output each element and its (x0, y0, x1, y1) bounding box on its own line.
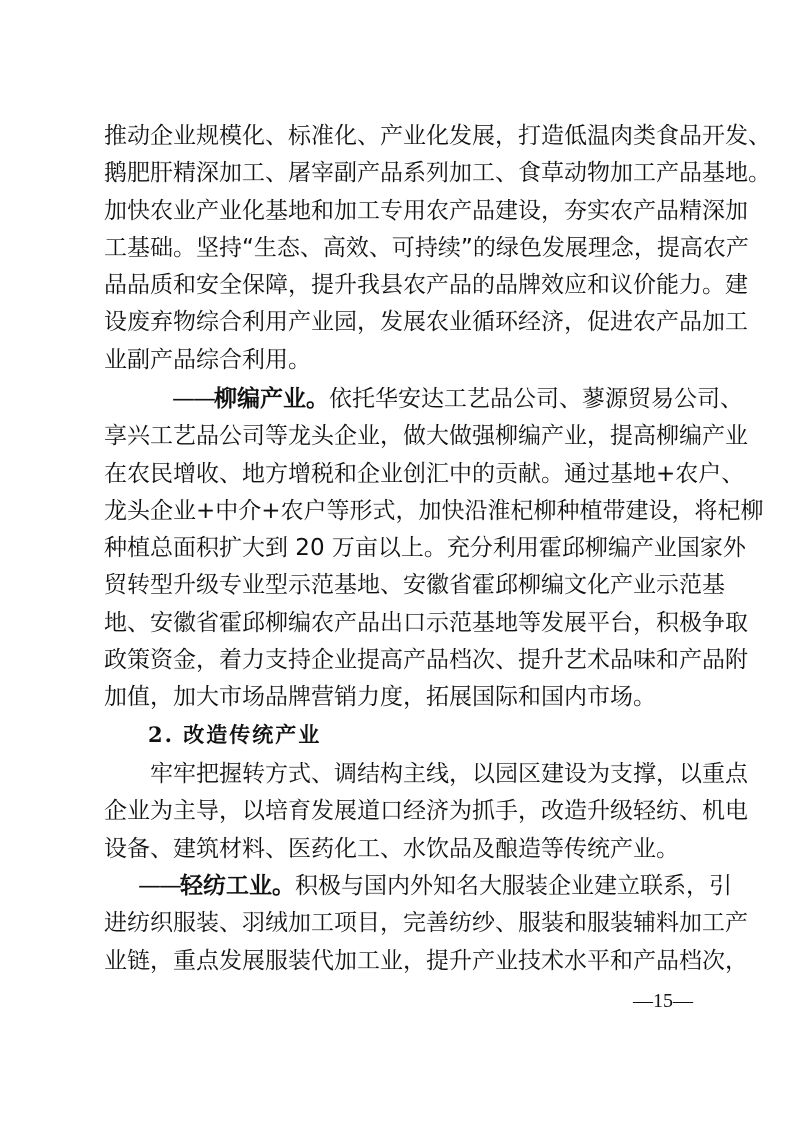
page-number: —15— (633, 990, 693, 1012)
text-line: 企业为主导，以培育发展道口经济为抓手，改造升级轻纺、机电 (104, 798, 748, 825)
section-heading: 2. 改造传统产业 (148, 722, 322, 747)
text-line: 品品质和安全保障，提升我县农产品的品牌效应和议价能力。建 (104, 272, 748, 299)
text-line: 龙头企业+中介+农户等形式，加快沿淮杞柳种植带建设，将杞柳 (104, 497, 764, 524)
text-line: 加快农业产业化基地和加工专用农产品建设，夯实农产品精深加 (104, 197, 748, 224)
paragraph-willow-weaving (104, 381, 764, 717)
text-run: 积极与国内外知名大服装企业建立联系，引 (295, 873, 732, 899)
section-title-willow: 柳编产业。 (214, 386, 329, 412)
text-line: 鹅肥肝精深加工、屠宰副产品系列加工、食草动物加工产品基地。 (104, 160, 771, 187)
text-line: 牢牢把握转方式、调结构主线，以园区建设为支撑，以重点 (150, 761, 748, 787)
text-line: 设备、建筑材料、医药化工、水饮品及酿造等传统产业。 (104, 835, 679, 862)
text-line: 设废弃物综合利用产业园，发展农业循环经济，促进农产品加工 (104, 309, 748, 336)
paragraph-agri-processing (104, 118, 771, 379)
text-line: 政策资金，着力支持企业提高产品档次、提升艺术品味和产品附 (104, 647, 748, 674)
text-line: 工基础。坚持“生态、高效、可持续”的绿色发展理念，提高农产 (104, 234, 749, 261)
em-dash: —— (138, 873, 180, 899)
text-line: 地、安徽省霍邱柳编农产品出口示范基地等发展平台，积极争取 (104, 609, 748, 636)
text-line: 加值，加大市场品牌营销力度，拓展国际和国内市场。 (104, 684, 656, 711)
text-line: 在农民增收、地方增税和企业创汇中的贡献。通过基地+农户、 (104, 460, 745, 487)
text-line: 贸转型升级专业型示范基地、安徽省霍邱柳编文化产业示范基 (104, 572, 725, 599)
paragraph-traditional-industry (104, 756, 748, 868)
text-line: 种植总面积扩大到 20 万亩以上。充分利用霍邱柳编产业国家外 (104, 535, 746, 562)
text-line: 业链，重点发展服装代加工业，提升产业技术水平和产品档次， (104, 947, 748, 974)
text-run: 依托华安达工艺品公司、蓼源贸易公司、 (329, 386, 743, 412)
text-line-first (104, 381, 743, 418)
text-line: 进纺织服装、羽绒加工项目，完善纺纱、服装和服装辅料加工产 (104, 910, 748, 937)
text-line: 享兴工艺品公司等龙头企业，做大做强柳编产业，提高柳编产业 (104, 423, 748, 450)
paragraph-light-textile (104, 868, 748, 980)
text-line: 推动企业规模化、标准化、产业化发展，打造低温肉类食品开发、 (104, 123, 771, 149)
section-title-textile: 轻纺工业。 (180, 873, 295, 899)
em-dash: —— (172, 386, 214, 412)
text-line-first (104, 868, 732, 905)
text-line: 业副产品综合利用。 (104, 346, 311, 373)
